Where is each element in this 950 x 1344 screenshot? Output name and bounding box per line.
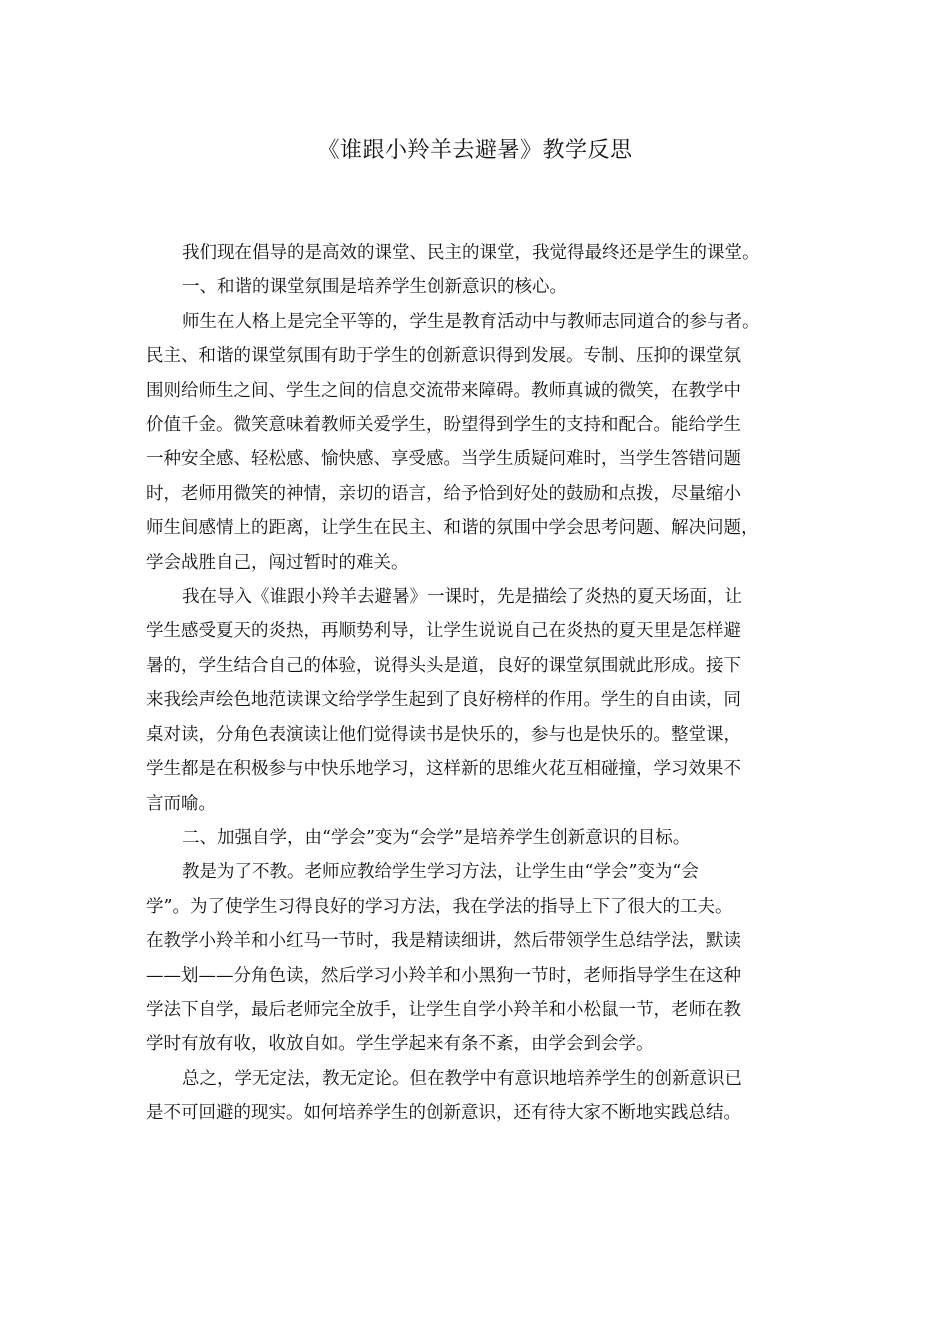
paragraph-line: 学”。为了使学生习得良好的学习方法，我在学法的指导上下了很大的工夫。 <box>146 896 733 917</box>
section-heading-two <box>146 821 810 855</box>
paragraph-line: 围则给师生之间、学生之间的信息交流带来障碍。教师真诚的微笑，在教学中 <box>146 380 741 401</box>
paragraph-line: 桌对读，分角色表演读让他们觉得读书是快乐的，参与也是快乐的。整堂课， <box>146 724 741 745</box>
paragraph-line: 教是为了不教。老师应教给学生学习方法，让学生由“学会”变为“会 <box>182 862 699 883</box>
paragraph-line: 二、加强自学，由“学会”变为“会学”是培养学生创新意识的目标。 <box>182 827 691 848</box>
paragraph-line: 价值千金。微笑意味着教师关爱学生，盼望得到学生的支持和配合。能给学生 <box>146 415 741 436</box>
paragraph-atmosphere <box>146 305 810 580</box>
document-title: 《谁跟小羚羊去避暑》教学反思 <box>317 138 633 163</box>
paragraph-line: 学生都是在积极参与中快乐地学习，这样新的思维火花互相碰撞，学习效果不 <box>146 759 741 780</box>
paragraph-line: 在教学小羚羊和小红马一节时，我是精读细讲，然后带领学生总结学法，默读 <box>146 931 741 952</box>
document-body <box>146 236 810 1131</box>
paragraph-line: 时，老师用微笑的神情，亲切的语言，给予恰到好处的鼓励和点拨，尽量缩小 <box>146 483 741 504</box>
paragraph-line: 学时有放有收，收放自如。学生学起来有条不紊，由学会到会学。 <box>146 1034 654 1055</box>
paragraph-line: 我在导入《谁跟小羚羊去避暑》一课时，先是描绘了炎热的夏天场面，让 <box>182 587 742 608</box>
paragraph-line: 民主、和谐的课堂氛围有助于学生的创新意识得到发展。专制、压抑的课堂氛 <box>146 346 741 367</box>
paragraph-self-study <box>146 855 810 1061</box>
paragraph-line: 是不可回避的现实。如何培养学生的创新意识，还有待大家不断地实践总结。 <box>146 1103 741 1124</box>
paragraph-intro <box>146 236 810 270</box>
section-heading-one <box>146 270 810 304</box>
paragraph-line: 来我绘声绘色地范读课文给学学生起到了良好榜样的作用。学生的自由读，同 <box>146 690 741 711</box>
paragraph-line: 学生感受夏天的炎热，再顺势利导，让学生说说自己在炎热的夏天里是怎样避 <box>146 621 741 642</box>
paragraph-line: 学会战胜自己，闯过暂时的难关。 <box>146 552 409 573</box>
paragraph-line: 我们现在倡导的是高效的课堂、民主的课堂，我觉得最终还是学生的课堂。 <box>182 243 760 263</box>
paragraph-line: 学法下自学，最后老师完全放手，让学生自学小羚羊和小松鼠一节，老师在教 <box>146 999 741 1020</box>
paragraph-line: 一种安全感、轻松感、愉快感、享受感。当学生质疑问难时，当学生答错问题 <box>146 449 741 470</box>
paragraph-conclusion <box>146 1062 810 1131</box>
paragraph-line: 总之，学无定法，教无定论。但在教学中有意识地培养学生的创新意识已 <box>182 1068 742 1089</box>
paragraph-line: 言而喻。 <box>146 793 216 814</box>
paragraph-line: ——划——分角色读，然后学习小羚羊和小黑狗一节时，老师指导学生在这种 <box>146 965 741 986</box>
paragraph-line: 师生在人格上是完全平等的，学生是教育活动中与教师志同道合的参与者。 <box>182 311 760 332</box>
paragraph-line: 一、和谐的课堂氛围是培养学生创新意识的核心。 <box>182 277 567 298</box>
paragraph-lesson-intro <box>146 580 810 821</box>
paragraph-line: 暑的，学生结合自己的体验，说得头头是道，良好的课堂氛围就此形成。接下 <box>146 655 741 676</box>
paragraph-line: 师生间感情上的距离，让学生在民主、和谐的氛围中学会思考问题、解决问题， <box>146 518 759 539</box>
